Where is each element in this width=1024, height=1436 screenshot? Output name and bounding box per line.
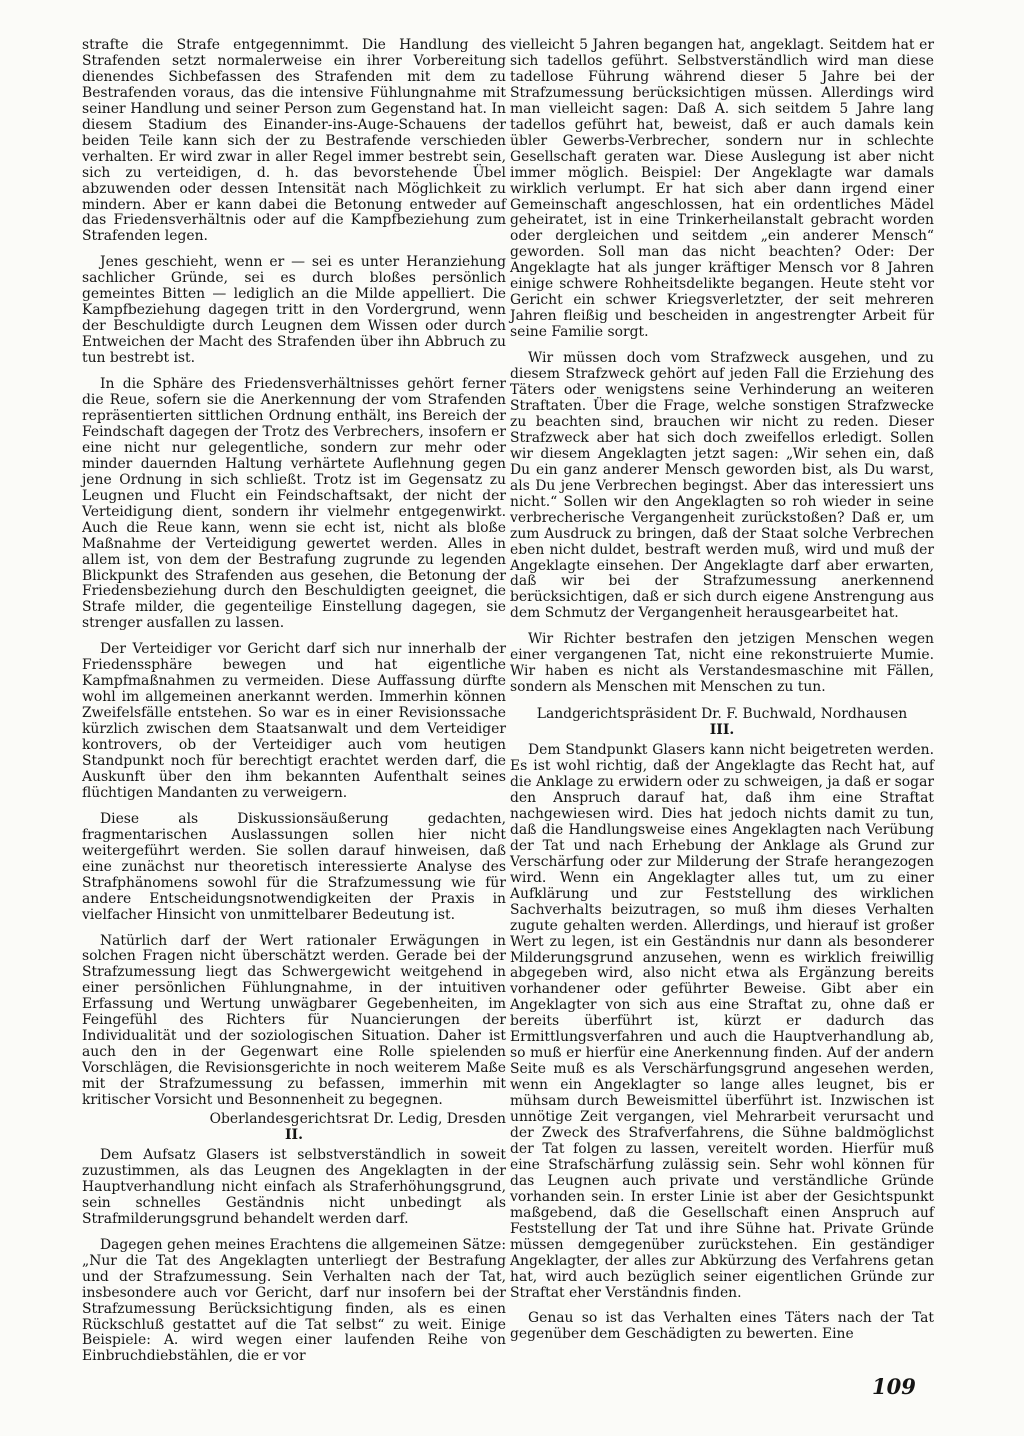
paragraph: In die Sphäre des Friedensverhältnisses gehört ferner die Reue, sofern sie die Anerkennung der vom Strafenden repräsentierten sittlichen Ordnung enthält, ins Bereich der Feindschaft dagegen der Trotz des Verbrechers, insofern er eine nicht nur gelegentliche, sondern zur mehr oder minder dauernden Haltung verhärtete Auflehnung gegen jene Ordnung in sich schließt. Trotz ist im Gegensatz zu Leugnen und Flucht ein Feindschaftsakt, der nicht der Verteidigung dient, sondern ihr vielmehr entgegenwirkt. Auch die Reue kann, wenn sie echt ist, nicht als bloße Maßnahme der Verteidigung gewertet werden. Alles in allem ist, von dem der Bestrafung zugrunde zu legenden Blickpunkt des Strafenden aus gesehen, die Betonung der Friedensbeziehung durch den Beschuldigten geeignet, die Strafe milder, die gegenteilige Einstellung dagegen, sie strenger ausfallen zu lassen. xyxy=(82,376,506,632)
paragraph: strafte die Strafe entgegennimmt. Die Handlung des Strafenden setzt normalerweise ein ihrer Vorbereitung dienendes Sichbefassen des Strafenden mit dem zu Bestrafenden voraus, das die intensive Fühlungnahme mit seiner Handlung und seiner Person zum Gegenstand hat. In diesem Stadium des Einander-ins-Auge-Schauens der beiden Teile kann sich der zu Bestrafende verschieden verhalten. Er wird zwar in aller Regel immer bestrebt sein, sich zu verteidigen, d. h. das bevorstehende Übel abzuwenden oder dessen Intensität nach Möglichkeit zu mindern. Aber er kann dabei die Betonung entweder auf das Friedensverhältnis oder auf die Kampfbeziehung zum Strafenden legen. xyxy=(82,37,506,245)
paragraph: Wir müssen doch vom Strafzweck ausgehen, und zu diesem Strafzweck gehört auf jeden Fall die Erziehung des Täters oder wenigstens seine Verhinderung an weiteren Straftaten. Über die Frage, welche sonstigen Strafzwecke zu beachten sind, brauchen wir nicht zu reden. Dieser Strafzweck aber hat sich doch zweifellos erledigt. Sollen wir diesem Angeklagten jetzt sagen: „Wir sehen ein, daß Du ein ganz anderer Mensch geworden bist, als Du warst, als Du jene Verbrechen begingst. Aber das interessiert uns nicht.“ Sollen wir den Angeklagten so roh wieder in seine verbrecherische Vergangenheit zurückstoßen? Daß er, um zum Ausdruck zu bringen, daß der Staat solche Verbrechen eben nicht duldet, bestraft werden muß, wird und muß der Angeklagte einsehen. Der Angeklagte darf aber erwarten, daß wir bei der Strafzumessung anerkennend berücksichtigen, daß er sich durch eigene Anstrengung aus dem Schmutz der Vergangenheit herausgearbeitet hat. xyxy=(510,350,934,622)
author-signature: Oberlandesgerichtsrat Dr. Ledig, Dresden xyxy=(209,1111,506,1127)
left-column xyxy=(82,38,506,1375)
page-number: 109 xyxy=(872,1374,916,1399)
paragraph: Diese als Diskussionsäußerung gedachten, fragmentarischen Auslassungen sollen hier nicht weitergeführt werden. Sie sollen darauf hinweisen, daß eine zunächst nur theoretisch interessierte Analyse des Strafphänomens sowohl für die Strafzumessung wie für andere Entscheidungsnotwendigkeiten der Praxis in vielfacher Hinsicht von unmittelbarer Bedeutung ist. xyxy=(82,810,506,923)
paragraph: Dagegen gehen meines Erachtens die allgemeinen Sätze: „Nur die Tat des Angeklagten unterliegt der Bestrafung und der Strafzumessung. Sein Verhalten nach der Tat, insbesondere auch vor Gericht, darf nur insofern bei der Strafzumessung Berücksichtigung finden, als es einen Rückschluß gestattet auf die Tat selbst“ zu weit. Einige Beispiele: A. wird wegen einer laufenden Reihe von Einbruchdiebstählen, die er vor xyxy=(82,1236,506,1365)
right-column xyxy=(510,38,934,1353)
paragraph: vielleicht 5 Jahren begangen hat, angeklagt. Seitdem hat er sich tadellos geführt. Selbstverständlich wird man diese tadellose Führung während dieser 5 Jahre bei der Strafzumessung berücksichtigen müssen. Allerdings wird man vielleicht sagen: Daß A. sich seitdem 5 Jahre lang tadellos geführt hat, beweist, daß er auch damals kein übler Gewerbs-Verbrecher, sondern nur in schlechte Gesellschaft geraten war. Diese Auslegung ist aber nicht immer möglich. Beispiel: Der Angeklagte war damals wirklich verlumpt. Er hat sich aber dann irgend einer Gemeinschaft angeschlossen, hat ein ordentliches Mädel geheiratet, ist in eine Trinkerheilanstalt gebracht worden oder dergleichen und seitdem „ein anderer Mensch“ geworden. Soll man das nicht beachten? Oder: Der Angeklagte hat als junger kräftiger Mensch vor 8 Jahren einige schwere Rohheitsdelikte begangen. Heute steht vor Gericht ein schwer Kriegsverletzter, der seit mehreren Jahren fleißig und bescheiden in angestrengter Arbeit für seine Familie sorgt. xyxy=(510,37,934,341)
paragraph: Natürlich darf der Wert rationaler Erwägungen in solchen Fragen nicht überschätzt werden. Gerade bei der Strafzumessung liegt das Schwergewicht weitgehend in einer persönlichen Fühlungnahme, in der intuitiven Erfassung und Wertung unwägbarer Gegebenheiten, im Feingefühl des Richters für Nuancierungen der Individualität und der soziologischen Situation. Daher ist auch den in der Gegenwart eine Rolle spielenden Vorschlägen, die Revisionsgerichte in noch weiterem Maße mit der Strafzumessung zu befassen, immerhin mit kritischer Vorsicht und Besonnenheit zu begegnen. xyxy=(82,932,506,1109)
paragraph: Der Verteidiger vor Gericht darf sich nur innerhalb der Friedenssphäre bewegen und hat eigentliche Kampfmaßnahmen zu vermeiden. Diese Auffassung dürfte wohl im allgemeinen anerkannt werden. Immerhin können Zweifelsfälle entstehen. So war es in einer Revisionssache kürzlich zwischen dem Staatsanwalt und dem Verteidiger kontrovers, ob der Verteidiger auch vom heutigen Standpunkt noch für berechtigt erachtet werden darf, die Auskunft über den ihm bekannten Aufenthalt seines flüchtigen Mandanten zu verweigern. xyxy=(82,641,506,801)
section-heading: II. xyxy=(285,1127,303,1143)
paragraph: Dem Standpunkt Glasers kann nicht beigetreten werden. Es ist wohl richtig, daß der Angeklagte das Recht hat, auf die Anklage zu erwidern oder zu schweigen, ja daß er sogar den Anspruch darauf hat, daß ihm eine Straftat nachgewiesen wird. Dies hat jedoch nichts damit zu tun, daß die Handlungsweise eines Angeklagten nach Verübung der Tat und nach Erhebung der Anklage als Grund zur Verschärfung oder zur Milderung der Strafe herangezogen wird. Wenn ein Angeklagter alles tut, um zu einer Aufklärung und zur Feststellung des wirklichen Sachverhalts beizutragen, so muß ihm dieses Verhalten zugute gehalten werden. Allerdings, und hierauf ist großer Wert zu legen, ist ein Geständnis nur dann als besonderer Milderungsgrund anzusehen, wenn es wirklich freiwillig abgegeben wird, also nicht etwa als Ergänzung bereits vorhandener oder geführter Beweise. Gibt aber ein Angeklagter von sich aus eine Straftat zu, ohne daß er bereits überführt ist, kürzt er dadurch das Ermittlungsverfahren und auch die Hauptverhandlung ab, so muß er hierfür eine Anerkennung finden. Auf der andern Seite muß es als Verschärfungsgrund angesehen werden, wenn ein Angeklagter so lange alles leugnet, bis er mühsam durch Beweismittel überführt ist. Inzwischen ist unnötige Zeit vergangen, viel Mehrarbeit verursacht und der Zweck des Strafverfahrens, die Sühne baldmöglichst der Tat folgen zu lassen, vereitelt worden. Hierfür muß eine Strafschärfung zulässig sein. Sehr wohl können für das Leugnen auch private und verständliche Gründe vorhanden sein. In erster Linie ist aber der Gesichtspunkt maßgebend, daß die Gesellschaft einen Anspruch auf Feststellung der Tat und ihre Sühne hat. Private Gründe müssen demgegenüber zurückstehen. Ein geständiger Angeklagter, der alles zur Abkürzung des Verfahrens getan hat, wird auch bezüglich seiner eigentlichen Gründe zur Straftat eher Verständnis finden. xyxy=(510,742,934,1301)
section-heading: III. xyxy=(709,722,735,739)
author-signature: Landgerichtspräsident Dr. F. Buchwald, Nordhausen xyxy=(536,706,908,723)
paragraph: Genau so ist das Verhalten eines Täters nach der Tat gegenüber dem Geschädigten zu bewerten. Eine xyxy=(510,1310,934,1343)
paragraph: Dem Aufsatz Glasers ist selbstverständlich in soweit zuzustimmen, als das Leugnen des Angeklagten in der Hauptverhandlung nicht einfach als Straferhöhungsgrund, sein schnelles Geständnis nicht unbedingt als Strafmilderungsgrund behandelt werden darf. xyxy=(82,1147,506,1227)
paragraph: Wir Richter bestrafen den jetzigen Menschen wegen einer vergangenen Tat, nicht eine rekonstruierte Mumie. Wir haben es nicht als Verstandesmaschine mit Fällen, sondern als Menschen mit Menschen zu tun. xyxy=(510,631,934,696)
paragraph: Jenes geschieht, wenn er — sei es unter Heranziehung sachlicher Gründe, sei es durch bloßes persönlich gemeintes Bitten — lediglich an die Milde appelliert. Die Kampfbeziehung dagegen tritt in den Vordergrund, wenn der Beschuldigte durch Leugnen dem Wissen oder durch Entweichen der Macht des Strafenden über ihn Abbruch zu tun bestrebt ist. xyxy=(82,254,506,367)
